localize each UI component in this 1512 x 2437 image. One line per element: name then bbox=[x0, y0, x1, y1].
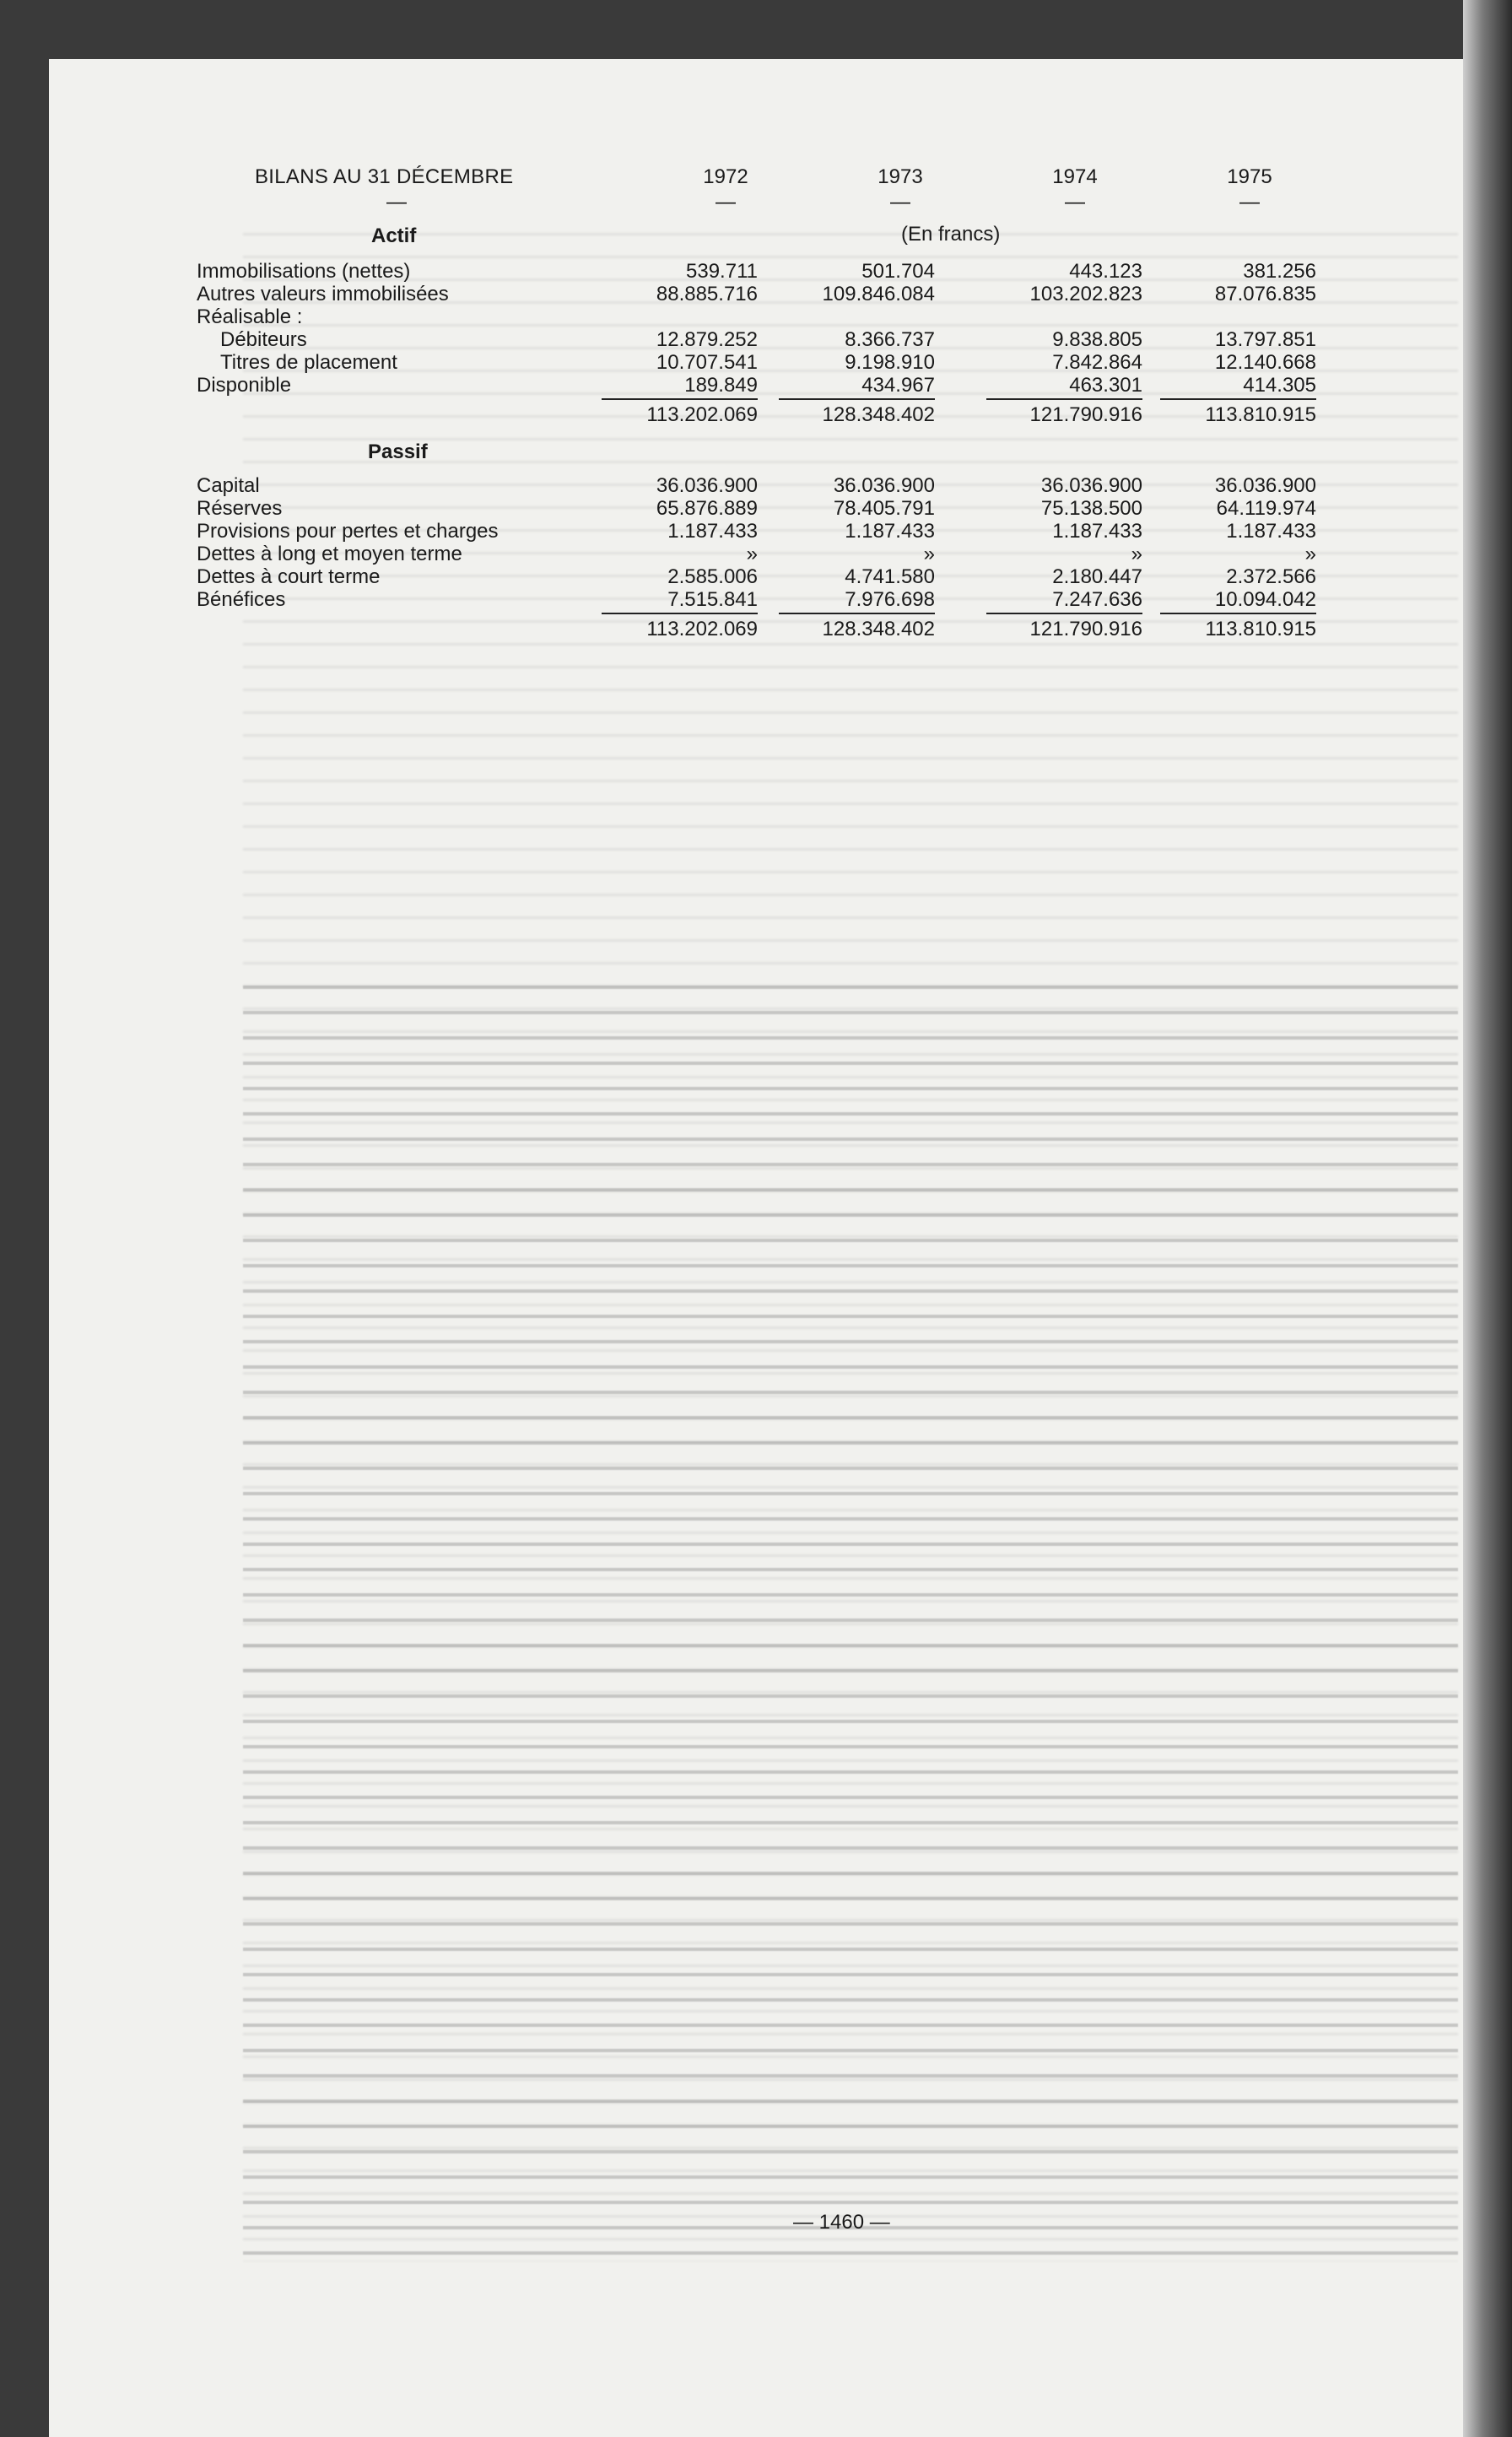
cell-value: 65.876.889 bbox=[656, 497, 758, 520]
cell-value: 1.187.433 bbox=[667, 520, 758, 543]
cell-value: 9.198.910 bbox=[845, 351, 935, 374]
cell-value: 7.842.864 bbox=[1052, 351, 1142, 374]
row-label: Réserves bbox=[197, 497, 283, 520]
book-binding bbox=[1463, 0, 1512, 2437]
year-header: 1973 bbox=[878, 165, 923, 188]
total-rule bbox=[1160, 398, 1316, 400]
cell-value: 78.405.791 bbox=[833, 497, 935, 520]
year-header: 1975 bbox=[1227, 165, 1272, 188]
cell-value: 4.741.580 bbox=[845, 565, 935, 588]
cell-value: 7.247.636 bbox=[1052, 588, 1142, 611]
cell-value: 13.797.851 bbox=[1214, 328, 1316, 351]
page-number: — 1460 — bbox=[793, 2211, 890, 2234]
cell-value: » bbox=[923, 543, 935, 565]
cell-value: 64.119.974 bbox=[1216, 497, 1316, 520]
cell-value: 10.094.042 bbox=[1214, 588, 1316, 611]
dash: — bbox=[386, 191, 407, 213]
cell-value: 36.036.900 bbox=[1214, 474, 1316, 497]
total-value: 113.810.915 bbox=[1205, 403, 1316, 426]
cell-value: 434.967 bbox=[861, 374, 935, 397]
cell-value: 109.846.084 bbox=[822, 283, 935, 305]
total-rule bbox=[986, 613, 1142, 614]
row-label: Disponible bbox=[197, 374, 292, 397]
row-label: Bénéfices bbox=[197, 588, 286, 611]
total-rule bbox=[986, 398, 1142, 400]
bleed-through-lower bbox=[243, 970, 1458, 2270]
row-label: Autres valeurs immobilisées bbox=[197, 283, 449, 305]
total-rule bbox=[779, 398, 935, 400]
year-header: 1974 bbox=[1052, 165, 1098, 188]
cell-value: 36.036.900 bbox=[1040, 474, 1142, 497]
cell-value: 2.372.566 bbox=[1226, 565, 1316, 588]
dash: — bbox=[716, 191, 736, 213]
cell-value: » bbox=[746, 543, 758, 565]
cell-value: 443.123 bbox=[1069, 260, 1142, 283]
cell-value: 463.301 bbox=[1069, 374, 1142, 397]
total-value: 121.790.916 bbox=[1029, 403, 1142, 426]
unit-label: (En francs) bbox=[901, 223, 1001, 246]
row-label: Immobilisations (nettes) bbox=[197, 260, 411, 283]
cell-value: 381.256 bbox=[1243, 260, 1316, 283]
row-label: Titres de placement bbox=[220, 351, 397, 374]
cell-value: 87.076.835 bbox=[1214, 283, 1316, 305]
total-rule bbox=[602, 613, 758, 614]
cell-value: » bbox=[1131, 543, 1142, 565]
total-value: 113.810.915 bbox=[1205, 618, 1316, 640]
actif-heading: Actif bbox=[371, 224, 417, 247]
cell-value: 103.202.823 bbox=[1029, 283, 1142, 305]
cell-value: 12.140.668 bbox=[1214, 351, 1316, 374]
cell-value: » bbox=[1304, 543, 1316, 565]
total-value: 121.790.916 bbox=[1029, 618, 1142, 640]
row-label: Provisions pour pertes et charges bbox=[197, 520, 499, 543]
dash: — bbox=[1239, 191, 1260, 213]
total-value: 128.348.402 bbox=[822, 403, 935, 426]
cell-value: 9.838.805 bbox=[1052, 328, 1142, 351]
cell-value: 1.187.433 bbox=[845, 520, 935, 543]
cell-value: 2.180.447 bbox=[1052, 565, 1142, 588]
cell-value: 501.704 bbox=[861, 260, 935, 283]
dash: — bbox=[890, 191, 910, 213]
total-value: 113.202.069 bbox=[646, 403, 758, 426]
cell-value: 12.879.252 bbox=[656, 328, 758, 351]
row-label: Dettes à court terme bbox=[197, 565, 381, 588]
year-header: 1972 bbox=[703, 165, 748, 188]
cell-value: 1.187.433 bbox=[1226, 520, 1316, 543]
cell-value: 1.187.433 bbox=[1052, 520, 1142, 543]
cell-value: 189.849 bbox=[684, 374, 758, 397]
row-label: Dettes à long et moyen terme bbox=[197, 543, 462, 565]
cell-value: 8.366.737 bbox=[845, 328, 935, 351]
cell-value: 539.711 bbox=[686, 260, 758, 283]
cell-value: 36.036.900 bbox=[833, 474, 935, 497]
cell-value: 10.707.541 bbox=[656, 351, 758, 374]
total-rule bbox=[1160, 613, 1316, 614]
passif-heading: Passif bbox=[368, 440, 428, 463]
row-label: Capital bbox=[197, 474, 260, 497]
cell-value: 414.305 bbox=[1243, 374, 1316, 397]
cell-value: 7.515.841 bbox=[667, 588, 758, 611]
cell-value: 36.036.900 bbox=[656, 474, 758, 497]
total-value: 128.348.402 bbox=[822, 618, 935, 640]
cell-value: 2.585.006 bbox=[667, 565, 758, 588]
total-value: 113.202.069 bbox=[646, 618, 758, 640]
total-rule bbox=[602, 398, 758, 400]
row-label: Débiteurs bbox=[220, 328, 307, 351]
dash: — bbox=[1065, 191, 1085, 213]
cell-value: 88.885.716 bbox=[656, 283, 758, 305]
row-label: Réalisable : bbox=[197, 305, 303, 328]
total-rule bbox=[779, 613, 935, 614]
cell-value: 75.138.500 bbox=[1040, 497, 1142, 520]
table-title: BILANS AU 31 DÉCEMBRE bbox=[255, 165, 514, 188]
cell-value: 7.976.698 bbox=[845, 588, 935, 611]
